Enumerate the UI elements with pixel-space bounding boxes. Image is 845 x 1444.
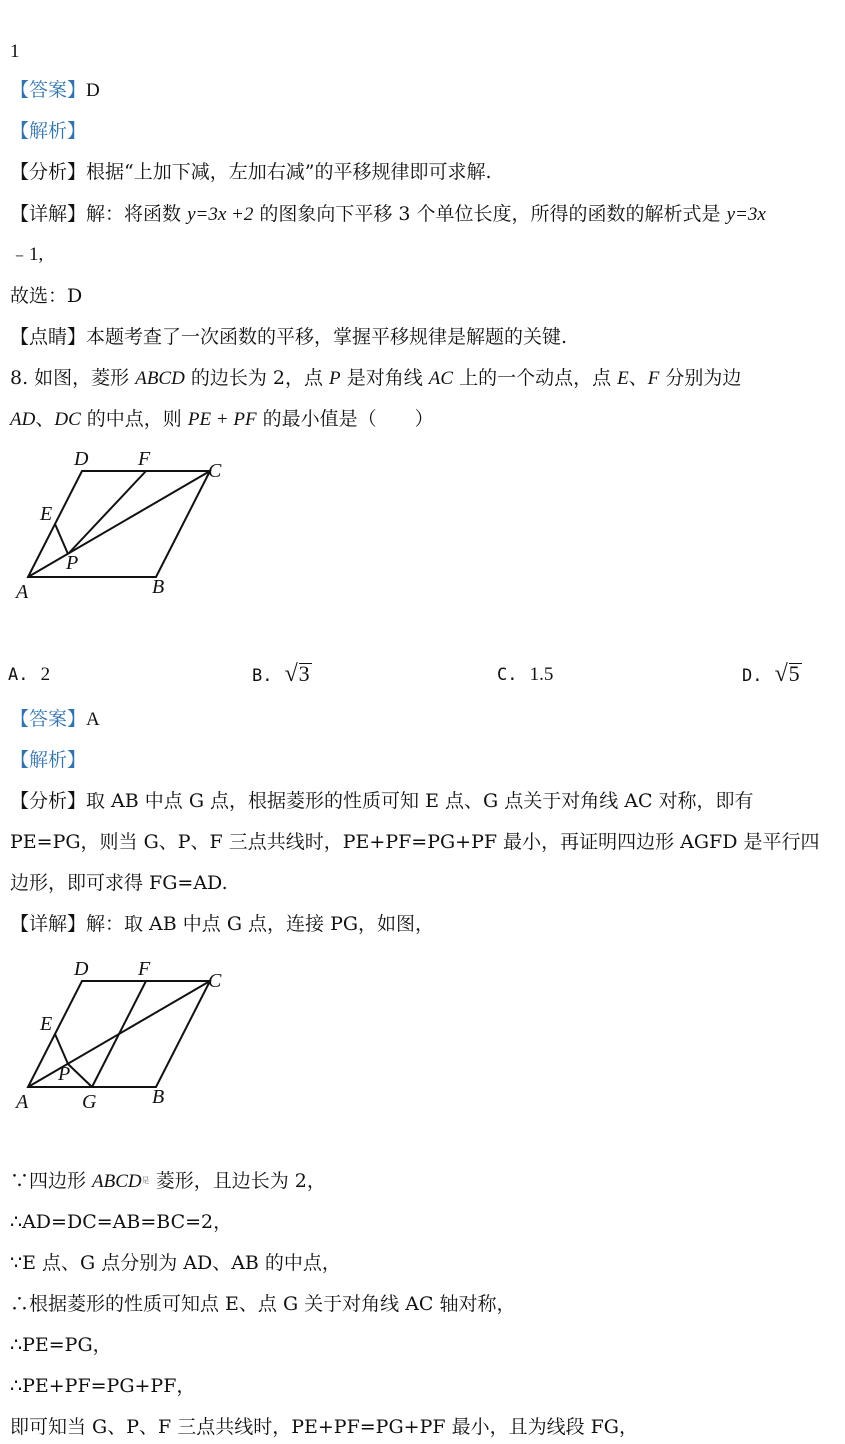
- proof-step-6: ∴PE+PF=PG+PF，: [10, 1375, 196, 1397]
- stem-text: 、: [628, 367, 648, 389]
- option-c[interactable]: [497, 662, 553, 687]
- label-b: B: [152, 1086, 165, 1108]
- q8-detail-line: [10, 912, 434, 936]
- label-e: E: [40, 1013, 53, 1035]
- label-p: P: [58, 1063, 71, 1085]
- sqrt-icon: √ 5: [774, 661, 800, 687]
- detail-end-func: y=3x: [726, 204, 766, 225]
- proof-mark: 是: [141, 1176, 150, 1185]
- proof-step-1: [10, 1169, 326, 1194]
- proof-step-5: ∴PE=PG，: [10, 1334, 112, 1356]
- option-b-value: 3: [298, 661, 310, 686]
- proof-step-3: ∵E 点、G 点分别为 AD、AB 的中点，: [10, 1252, 341, 1274]
- label-e: E: [40, 503, 53, 525]
- segment-pf: [68, 471, 146, 554]
- q8-fenxi-line2: PE=PG，则当 G、P、F 三点共线时，PE+PF=PG+PF 最小，再证明四边形 AGFD 是平行四: [10, 831, 820, 853]
- q7-analysis-tag: 【解析】: [10, 120, 87, 142]
- fenxi-tag: 【分析】: [10, 790, 87, 812]
- option-a-value: 2: [40, 664, 51, 685]
- stem-text: 8. 如图，菱形: [10, 367, 136, 389]
- label-a: A: [16, 1091, 29, 1113]
- detail-func: y=3x +2: [187, 204, 254, 225]
- segment-pg: [68, 1064, 92, 1087]
- q8-answer-line: [10, 707, 100, 732]
- segment-pe: [55, 1034, 68, 1064]
- fenxi-text: 根据“上加下减，左加右减”的平移规律即可求解.: [86, 161, 492, 183]
- answer-tag: 【答案】: [10, 708, 87, 730]
- label-f: F: [138, 448, 151, 470]
- label-a: A: [16, 581, 29, 603]
- detail-pre: 解：将函数: [86, 203, 188, 225]
- stem-math-abcd: ABCD: [135, 368, 185, 389]
- option-b[interactable]: [252, 662, 310, 688]
- stem-math-p: P: [329, 368, 341, 389]
- stem-math-ad: AD: [10, 409, 36, 430]
- proof-step-7: 即可知当 G、P、F 三点共线时，PE+PF=PG+PF 最小，且为线段 FG，: [10, 1416, 638, 1438]
- stem-text: 的最小值是（ ）: [256, 408, 434, 430]
- label-c: C: [208, 460, 222, 482]
- option-d-value: 5: [788, 661, 800, 686]
- q8-stem-line1: [10, 366, 741, 391]
- sqrt-icon: √ 3: [284, 661, 310, 687]
- detail-mid: 的图象向下平移 3 个单位长度，所得的函数的解析式是: [253, 203, 727, 225]
- option-d-label: D.: [742, 666, 763, 686]
- q7-answer-line: [10, 78, 100, 103]
- proof-step-4: ∴根据菱形的性质可知点 E、点 G 关于对角线 AC 轴对称，: [10, 1293, 516, 1315]
- label-f: F: [138, 958, 151, 980]
- stem-text: 、: [35, 408, 55, 430]
- q8-stem-line2: [10, 407, 434, 432]
- option-c-label: C.: [497, 665, 518, 685]
- stem-text: 的边长为 2，点: [184, 367, 330, 389]
- option-d[interactable]: [742, 662, 800, 688]
- label-b: B: [152, 576, 165, 598]
- stem-math-dc: DC: [54, 409, 81, 430]
- stem-math-f: F: [647, 368, 660, 389]
- stem-text: 分别为边: [659, 367, 742, 389]
- q8-fenxi-line1: [10, 789, 754, 813]
- q8-analysis-tag: 【解析】: [10, 749, 87, 771]
- option-a[interactable]: [8, 662, 50, 687]
- label-p: P: [66, 552, 79, 574]
- stem-math-ac: AC: [428, 368, 454, 389]
- option-c-value: 1.5: [529, 664, 554, 685]
- option-b-label: B.: [252, 666, 273, 686]
- label-d: D: [74, 958, 89, 980]
- proof-text: ∵四边形: [10, 1170, 93, 1192]
- label-g: G: [82, 1091, 97, 1113]
- rhombus-figure-2: [0, 950, 260, 1120]
- question-number: 1: [10, 41, 20, 62]
- q7-comment-line: [10, 325, 567, 349]
- stem-text: 是对角线: [340, 367, 429, 389]
- comment-tag: 【点睛】: [10, 326, 87, 348]
- stem-text: 的中点，则: [80, 408, 188, 430]
- detail-tag: 【详解】: [10, 203, 87, 225]
- stem-text: 上的一个动点，点: [453, 367, 618, 389]
- rhombus-figure-1: [0, 440, 260, 610]
- fenxi-text: 取 AB 中点 G 点，根据菱形的性质可知 E 点、G 点关于对角线 AC 对称，即有: [86, 790, 754, 812]
- answer-tag: 【答案】: [10, 79, 87, 101]
- q7-detail-line2: ﹣1,: [10, 244, 44, 265]
- segment-gf: [92, 981, 146, 1087]
- proof-text: 菱形，且边长为 2，: [155, 1170, 326, 1192]
- proof-step-2: ∴AD=DC=AB=BC=2，: [10, 1211, 233, 1233]
- segment-pe: [55, 524, 68, 554]
- label-c: C: [208, 970, 222, 992]
- answer-value: D: [86, 80, 100, 101]
- q7-fenxi-line: [10, 160, 491, 184]
- option-a-label: A.: [8, 665, 29, 685]
- detail-text: 解：取 AB 中点 G 点，连接 PG，如图，: [86, 913, 435, 935]
- proof-math: ABCD: [92, 1171, 142, 1192]
- detail-tag: 【详解】: [10, 913, 87, 935]
- q8-fenxi-line3: 边形，即可求得 FG=AD.: [10, 872, 228, 894]
- fenxi-tag: 【分析】: [10, 161, 87, 183]
- answer-value: A: [86, 709, 100, 730]
- comment-text: 本题考查了一次函数的平移，掌握平移规律是解题的关键.: [86, 326, 568, 348]
- label-d: D: [74, 448, 89, 470]
- stem-math-e: E: [617, 368, 629, 389]
- q7-choose: 故选：D: [10, 285, 83, 307]
- q7-detail-line: [10, 202, 766, 227]
- stem-math-expr: PE + PF: [187, 409, 257, 430]
